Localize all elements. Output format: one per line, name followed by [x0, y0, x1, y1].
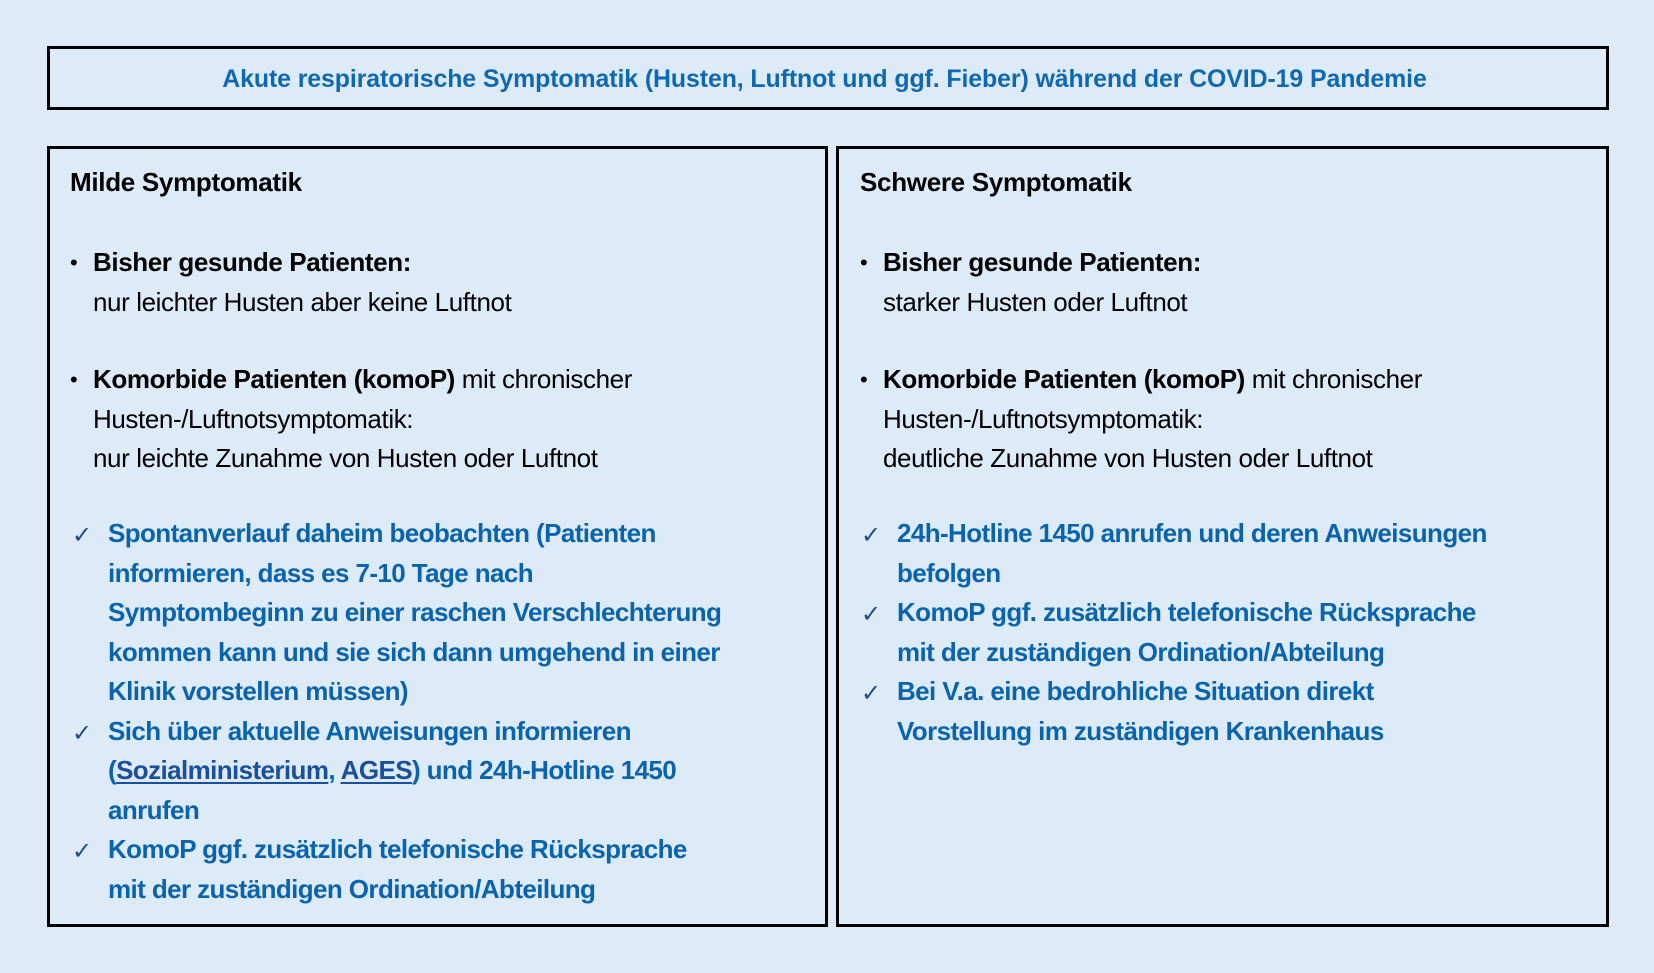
- action-line: kommen kann und sie sich dann umgehend in einer: [108, 636, 720, 667]
- severe-action-item: [861, 514, 1487, 593]
- action-line: mit der zuständigen Ordination/Abteilung: [108, 873, 596, 904]
- action-line: befolgen: [897, 557, 1001, 588]
- severe-comorbid-text1: mit chronischer: [1244, 364, 1423, 394]
- mild-comorbid-text3: nur leichte Zunahme von Husten oder Luftnot: [93, 443, 598, 473]
- action-line: Spontanverlauf daheim beobachten (Patienten: [108, 518, 656, 548]
- severe-healthy-text: starker Husten oder Luftnot: [883, 286, 1188, 317]
- action-line: informieren, dass es 7-10 Tage nach: [108, 557, 534, 588]
- severe-comorbid-text2: Husten-/Luftnotsymptomatik:: [883, 403, 1204, 434]
- mild-comorbid-label: Komorbide Patienten (komoP): [93, 364, 455, 394]
- checkmark-icon: ✓: [861, 680, 881, 707]
- mild-comorbid-text2: Husten-/Luftnotsymptomatik:: [93, 403, 414, 434]
- bullet-dot-icon: •: [70, 250, 78, 275]
- severe-action-item: [861, 672, 1487, 751]
- action-line: Bei V.a. eine bedrohliche Situation direkt: [897, 676, 1374, 706]
- ages-link[interactable]: AGES: [340, 755, 412, 785]
- mild-actions-list: [72, 514, 722, 909]
- checkmark-icon: ✓: [861, 522, 881, 549]
- severe-comorbid-item: [860, 360, 1423, 479]
- mild-comorbid-text1: mit chronischer: [454, 364, 633, 394]
- checkmark-icon: ✓: [72, 522, 92, 549]
- action-line: Sich über aktuelle Anweisungen informieren: [108, 715, 631, 746]
- mild-action-item: [72, 830, 721, 909]
- severe-healthy-item: [860, 243, 1201, 322]
- mild-comorbid-item: [70, 360, 633, 479]
- severe-symptoms-panel: [836, 146, 1609, 927]
- page-title: Akute respiratorische Symptomatik (Husten, Luftnot und ggf. Fieber) während der COVID-19 Pandemie: [222, 65, 1427, 93]
- title-box: [47, 46, 1609, 110]
- severe-action-item: [861, 593, 1487, 672]
- mild-symptoms-panel: [47, 146, 828, 927]
- severe-comorbid-label: Komorbide Patienten (komoP): [883, 364, 1245, 394]
- mild-action-item: [72, 514, 722, 712]
- mild-heading: Milde Symptomatik: [70, 167, 302, 197]
- sozialministerium-link[interactable]: Sozialministerium: [116, 755, 329, 785]
- action-line: 24h-Hotline 1450 anrufen und deren Anweisungen: [897, 518, 1487, 548]
- action-line: KomoP ggf. zusätzlich telefonische Rücksprache: [108, 834, 687, 864]
- mild-healthy-label: Bisher gesunde Patienten:: [93, 247, 411, 277]
- checkmark-icon: ✓: [72, 838, 92, 865]
- mild-healthy-text: nur leichter Husten aber keine Luftnot: [93, 286, 512, 317]
- comma: ,: [328, 755, 341, 785]
- checkmark-icon: ✓: [72, 719, 92, 747]
- open-paren: (: [108, 755, 117, 785]
- mild-action-item: [72, 712, 721, 831]
- action-line: Vorstellung im zuständigen Krankenhaus: [897, 715, 1384, 746]
- action-line: Klinik vorstellen müssen): [108, 676, 408, 706]
- action-line: KomoP ggf. zusätzlich telefonische Rücksprache: [897, 597, 1476, 627]
- bullet-dot-icon: •: [860, 250, 868, 275]
- action-line-rest: ) und 24h-Hotline 1450: [411, 755, 677, 785]
- severe-comorbid-text3: deutliche Zunahme von Husten oder Luftnot: [883, 443, 1373, 473]
- action-line: mit der zuständigen Ordination/Abteilung: [897, 636, 1385, 667]
- severe-healthy-label: Bisher gesunde Patienten:: [883, 247, 1201, 277]
- bullet-dot-icon: •: [70, 367, 78, 392]
- checkmark-icon: ✓: [861, 601, 881, 628]
- mild-healthy-item: [70, 243, 512, 322]
- bullet-dot-icon: •: [860, 367, 868, 392]
- severe-actions-list: [861, 514, 1487, 751]
- action-line: Symptombeginn zu einer raschen Verschlechterung: [108, 597, 722, 627]
- severe-heading: Schwere Symptomatik: [860, 167, 1132, 197]
- action-line: anrufen: [108, 794, 200, 825]
